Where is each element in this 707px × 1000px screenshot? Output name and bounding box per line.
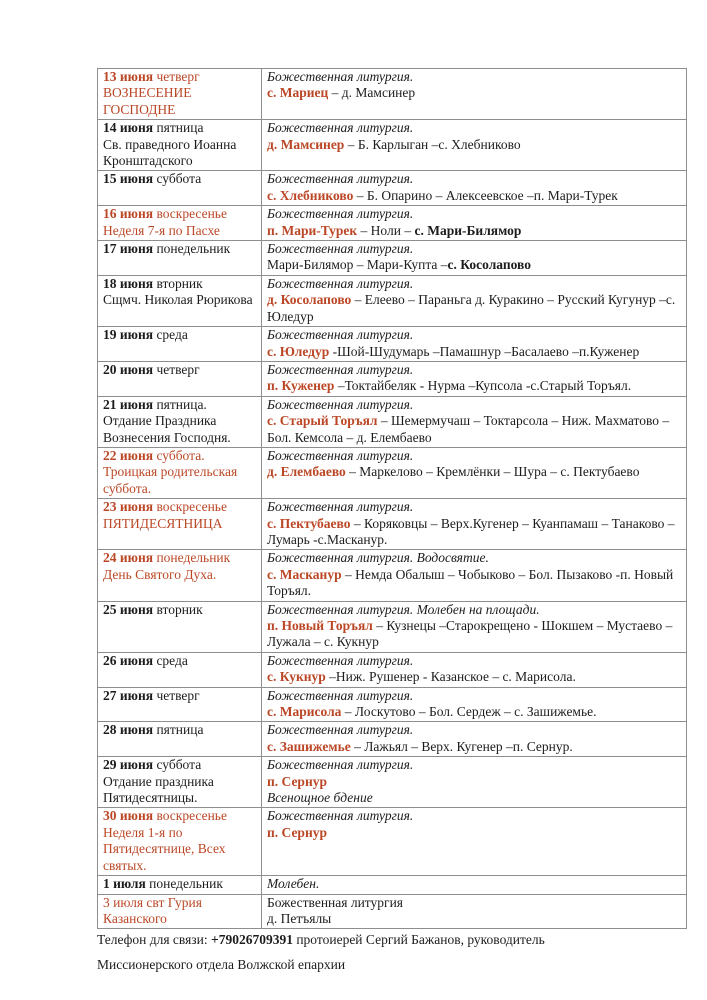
service-cell [262,206,687,241]
date-highlight: 30 июня [103,808,154,824]
service-cell [262,69,687,120]
table-row [98,601,687,652]
service-cell [262,757,687,808]
date-text: среда [153,652,188,668]
date-highlight: 25 июня [103,601,154,617]
service-cell [262,327,687,362]
table-row [98,361,687,396]
date-cell [98,69,262,120]
service-text: – Лоскутово – Бол. Сердеж – с. Зашижемье. [341,704,597,720]
service-highlight: п. Сернур [267,773,327,789]
service-text: Божественная литургия. Водосвятие. [267,550,489,566]
date-highlight: воскресенье [153,206,227,222]
service-text: Божественная литургия. [267,171,414,187]
table-row [98,120,687,171]
date-text: вторник [153,275,203,291]
service-highlight: с. Мариец [267,85,329,101]
date-text: Св. праведного Иоанна Кронштадского [103,136,237,169]
service-highlight: п. Новый Торъял [267,618,373,633]
date-highlight: 14 июня [103,120,154,136]
service-text: Божественная литургия. [267,808,414,824]
service-cell [262,171,687,206]
service-text: –Ниж. Рушенер - Казанское – с. Марисола. [325,669,576,685]
date-cell [98,499,262,550]
service-text: Божественная литургия. [267,206,414,222]
service-text: Божественная литургия. [267,241,414,257]
service-text: Божественная литургия. Молебен на площади. [267,601,540,617]
date-text: Сщмч. Николая Рюрикова [103,292,253,308]
document-content [97,68,676,973]
date-highlight: суббота. [153,447,205,463]
date-highlight: День Святого Духа. [103,566,217,582]
footer-text: Телефон для связи: [97,932,211,948]
service-cell [262,275,687,326]
date-cell [98,894,262,929]
service-cell [262,499,687,550]
service-cell [262,361,687,396]
service-text: – Лажьял – Верх. Кугенер –п. Сернур. [350,738,573,754]
service-highlight: с. Пектубаево [267,515,351,531]
date-highlight: 3 июля свт Гурия Казанского [103,894,202,926]
date-cell [98,808,262,876]
date-highlight: 15 июня [103,171,154,187]
service-text: – Немда Обалыш – Чобыково – Бол. Пызаково -п. Новый Торъял. [267,566,674,599]
service-highlight: с. Кукнур [267,669,326,685]
service-text: Божественная литургия. [267,69,414,84]
table-row [98,550,687,601]
table-row [98,171,687,206]
date-cell [98,601,262,652]
service-highlight: с. Мари-Билямор [414,222,522,238]
service-text: – Маркелово – Кремлёнки – Шура – с. Пектубаево [345,464,640,480]
service-text: Божественная литургия. [267,757,414,773]
date-text: Отдание праздника Пятидесятницы. [103,773,214,806]
date-highlight: 19 июня [103,327,154,343]
service-text: д. Петъялы [267,910,332,926]
date-text: понедельник [145,876,223,892]
service-text: – Б. Карлыган –с. Хлебниково [344,136,521,152]
table-row [98,808,687,876]
date-text: суббота [153,171,202,187]
date-highlight: воскресенье [153,808,227,824]
date-text: суббота [153,757,202,773]
service-cell [262,687,687,722]
date-highlight: ВОЗНЕСЕНИЕ ГОСПОДНЕ [103,85,192,117]
date-highlight: 18 июня [103,275,154,291]
service-text: – Шемермучаш – Токтарсола – Ниж. Махматово – Бол. Кемсола – д. Елембаево [267,413,670,445]
date-highlight: понедельник [153,550,231,566]
date-highlight: Неделя 1-я по Пятидесятнице, Всех святых. [103,824,226,873]
date-text: среда [153,327,188,343]
date-cell [98,275,262,326]
service-text: – Елеево – Параньга д. Куракино – Русский Кугунур –с. Юледур [267,292,676,324]
service-text: Божественная литургия. [267,499,414,515]
date-cell [98,550,262,601]
service-cell [262,550,687,601]
service-highlight: п. Мари-Турек [267,222,358,238]
service-text: – Ноли – [357,222,415,238]
table-row [98,757,687,808]
date-highlight: 27 июня [103,687,154,703]
service-text: Молебен. [267,876,320,892]
date-highlight: 23 июня [103,499,154,515]
service-cell [262,894,687,929]
table-row [98,69,687,120]
date-highlight: Троицкая родительская суббота. [103,464,238,496]
service-text: Божественная литургия. [267,722,414,738]
date-highlight: 20 июня [103,361,154,377]
table-row [98,396,687,447]
service-text: – д. Мамсинер [328,85,416,101]
date-cell [98,206,262,241]
contact-department-line [97,957,617,973]
table-row [98,722,687,757]
date-cell [98,241,262,276]
date-text: четверг [153,687,200,703]
service-cell [262,241,687,276]
service-text: Божественная литургия. [267,687,414,703]
service-text: Божественная литургия. [267,327,414,343]
service-highlight: с. Косолапово [447,257,532,273]
service-text: Божественная литургия. [267,361,414,377]
service-text: Божественная литургия. [267,275,414,291]
service-cell [262,601,687,652]
service-text: Божественная литургия. [267,447,414,463]
date-highlight: четверг [153,69,200,84]
service-cell [262,722,687,757]
date-highlight: воскресенье [153,499,227,515]
date-cell [98,876,262,894]
table-row [98,687,687,722]
service-text: Божественная литургия [267,894,404,910]
service-highlight: с. Старый Торъял [267,413,378,429]
service-highlight: п. Куженер [267,378,335,394]
date-highlight: 13 июня [103,69,154,84]
date-text: пятница [153,120,204,136]
date-highlight: 24 июня [103,550,154,566]
service-text: –Токтайбеляк - Нурма –Купсола -с.Старый Торъял. [334,378,632,394]
table-row [98,499,687,550]
service-cell [262,652,687,687]
table-row [98,241,687,276]
date-highlight: 28 июня [103,722,154,738]
footer-highlight: +79026709391 [211,932,293,948]
service-cell [262,808,687,876]
date-highlight: 21 июня [103,396,154,412]
footer-text: Миссионерского отдела Волжской епархии [97,956,346,972]
service-highlight: д. Косолапово [267,292,352,308]
date-cell [98,327,262,362]
date-text: пятница [153,722,204,738]
date-text: пятница. [153,396,207,412]
table-row [98,447,687,498]
service-text: – Б. Опарино – Алексеевское –п. Мари-Турек [353,187,618,203]
date-text: Отдание Праздника Вознесения Господня. [103,413,231,445]
service-highlight: п. Сернур [267,824,327,840]
service-cell [262,120,687,171]
date-highlight: Неделя 7-я по Пасхе [103,222,220,238]
date-highlight: 22 июня [103,447,154,463]
date-text: четверг [153,361,200,377]
date-text: вторник [153,601,203,617]
table-row [98,327,687,362]
service-cell [262,876,687,894]
contact-phone-line [97,932,617,948]
date-cell [98,396,262,447]
service-text: Божественная литургия. [267,396,414,412]
date-highlight: 17 июня [103,241,154,257]
service-text: Мари-Билямор – Мари-Купта – [267,257,448,273]
service-cell [262,396,687,447]
date-highlight: 29 июня [103,757,154,773]
date-cell [98,447,262,498]
service-highlight: с. Хлебниково [267,187,354,203]
service-cell [262,447,687,498]
table-row [98,876,687,894]
date-cell [98,687,262,722]
date-cell [98,722,262,757]
service-text: Божественная литургия. [267,120,414,136]
date-highlight: 26 июня [103,652,154,668]
service-highlight: д. Мамсинер [267,136,345,152]
service-highlight: с. Юледур [267,343,330,359]
date-cell [98,652,262,687]
footer-text: протоиерей Сергий Бажанов, руководитель [292,932,545,948]
date-highlight: 16 июня [103,206,154,222]
table-row [98,275,687,326]
service-text: -Шой-Шудумарь –Памашнур –Басалаево –п.Куженер [329,343,640,359]
service-highlight: с. Зашижемье [267,738,351,754]
contact-footer [97,932,617,973]
schedule-table-body [98,69,687,929]
service-highlight: д. Елембаево [267,464,346,480]
service-text: – Коряковцы – Верх.Кугенер – Куанпамаш – Танаково – Лумарь -с.Масканур. [267,515,675,547]
date-cell [98,757,262,808]
date-cell [98,171,262,206]
date-text: понедельник [153,241,231,257]
table-row [98,652,687,687]
service-highlight: с. Масканур [267,566,342,582]
date-cell [98,120,262,171]
service-text: Божественная литургия. [267,652,414,668]
service-highlight: с. Марисола [267,704,342,720]
table-row [98,206,687,241]
service-text: – Кузнецы –Старокрещено - Шокшем – Мустаево – Лужала – с. Кукнур [267,618,673,650]
date-highlight: 1 июля [103,876,146,892]
date-highlight: ПЯТИДЕСЯТНИЦА [103,515,223,531]
table-row [98,894,687,929]
schedule-table [97,68,687,929]
service-text: Всенощное бдение [267,790,373,806]
date-cell [98,361,262,396]
